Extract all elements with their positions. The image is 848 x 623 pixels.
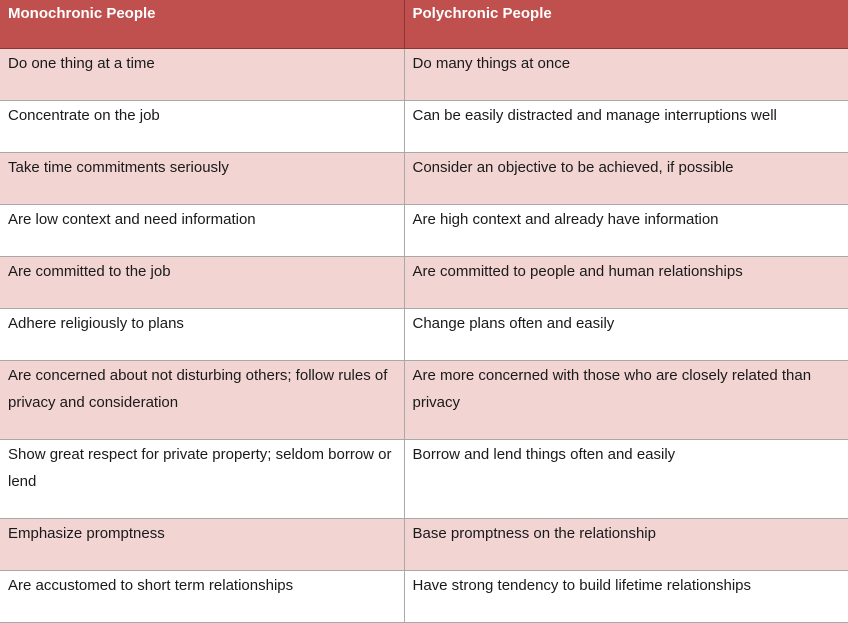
polychronic-cell: Consider an objective to be achieved, if possible xyxy=(404,153,848,205)
monochronic-cell: Do one thing at a time xyxy=(0,49,404,101)
table-row xyxy=(0,49,848,101)
monochronic-cell: Emphasize promptness xyxy=(0,519,404,571)
table-row xyxy=(0,205,848,257)
table-row xyxy=(0,309,848,361)
polychronic-cell: Can be easily distracted and manage interruptions well xyxy=(404,101,848,153)
polychronic-cell: Base promptness on the relationship xyxy=(404,519,848,571)
header-row xyxy=(0,0,848,49)
monochronic-cell: Show great respect for private property; seldom borrow or lend xyxy=(0,440,404,519)
polychronic-cell: Do many things at once xyxy=(404,49,848,101)
table-row xyxy=(0,361,848,440)
monochronic-cell: Are concerned about not disturbing others; follow rules of privacy and consideration xyxy=(0,361,404,440)
monochronic-cell: Take time commitments seriously xyxy=(0,153,404,205)
polychronic-cell: Are committed to people and human relationships xyxy=(404,257,848,309)
table-row xyxy=(0,257,848,309)
table-row xyxy=(0,440,848,519)
polychronic-cell: Are more concerned with those who are closely related than privacy xyxy=(404,361,848,440)
header-polychronic: Polychronic People xyxy=(404,0,848,49)
monochronic-cell: Adhere religiously to plans xyxy=(0,309,404,361)
monochronic-cell: Concentrate on the job xyxy=(0,101,404,153)
monochronic-cell: Are low context and need information xyxy=(0,205,404,257)
polychronic-cell: Borrow and lend things often and easily xyxy=(404,440,848,519)
polychronic-cell: Change plans often and easily xyxy=(404,309,848,361)
monochronic-cell: Are committed to the job xyxy=(0,257,404,309)
table-row xyxy=(0,101,848,153)
monochronic-cell: Are accustomed to short term relationships xyxy=(0,571,404,623)
polychronic-cell: Are high context and already have information xyxy=(404,205,848,257)
header-monochronic: Monochronic People xyxy=(0,0,404,49)
polychronic-cell: Have strong tendency to build lifetime relationships xyxy=(404,571,848,623)
table-row xyxy=(0,571,848,623)
table-row xyxy=(0,153,848,205)
table-row xyxy=(0,519,848,571)
